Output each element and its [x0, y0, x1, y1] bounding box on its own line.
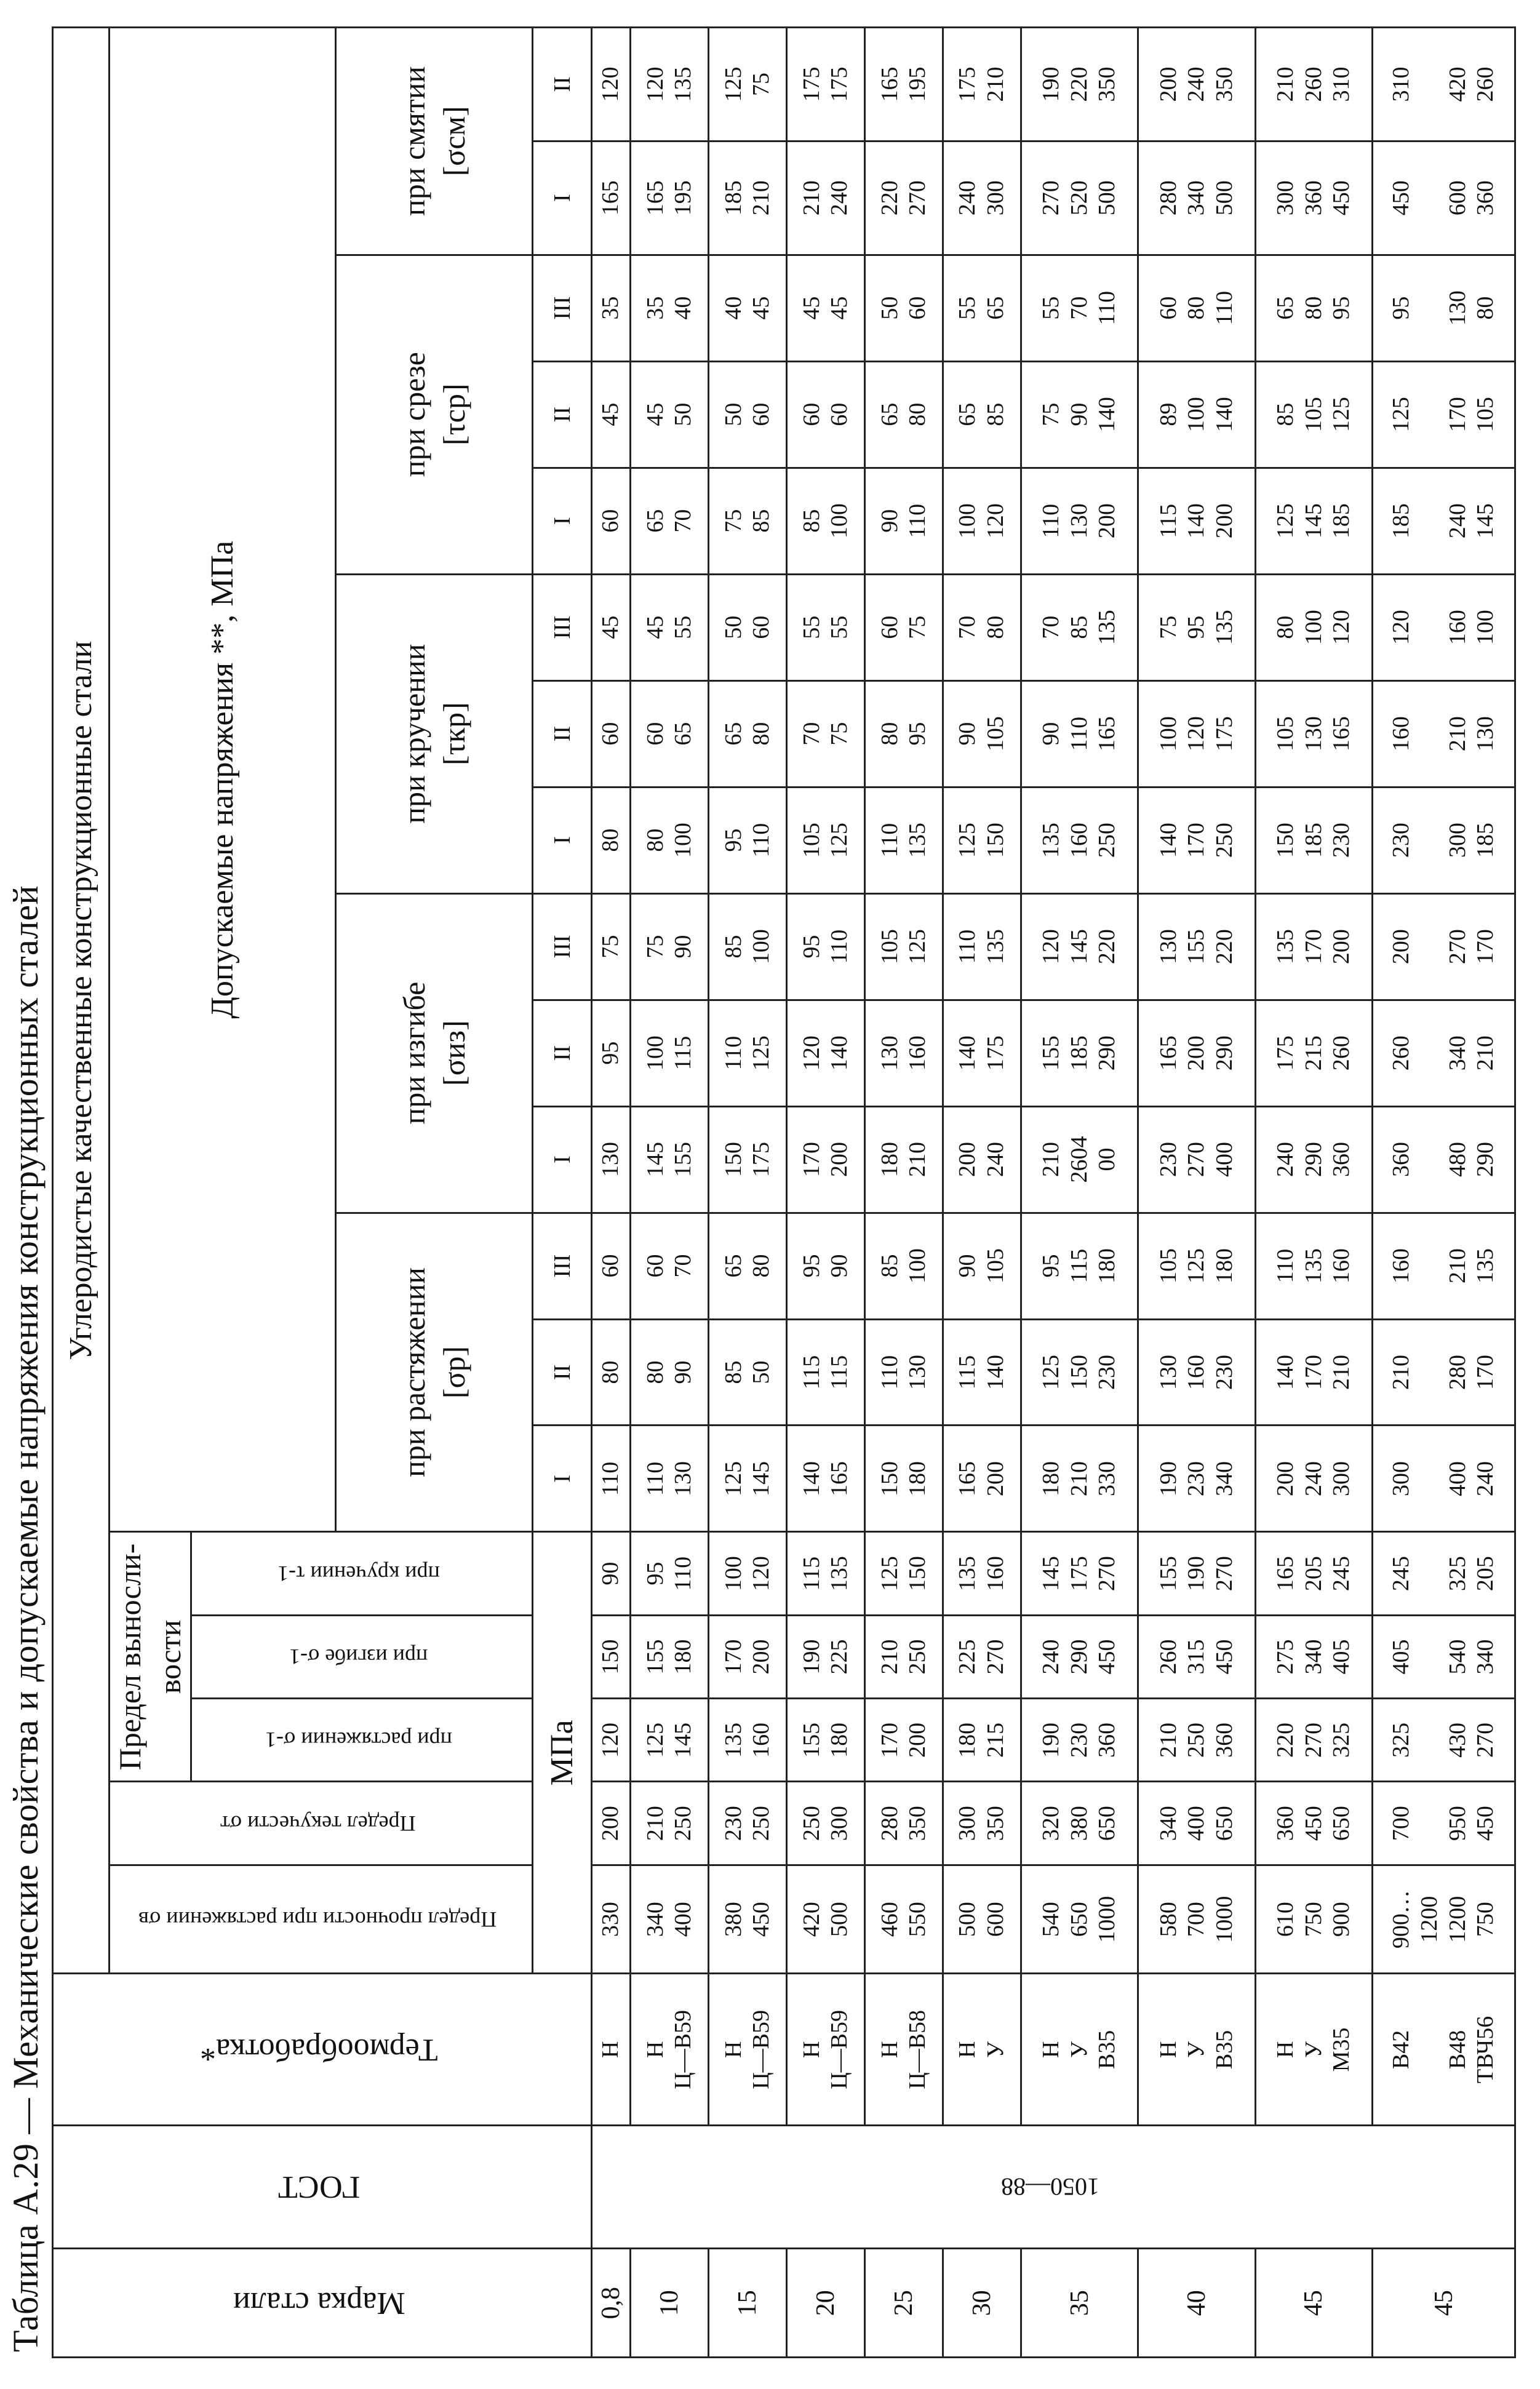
- table-row: [1373, 28, 1515, 2358]
- table-row: [1021, 28, 1138, 2358]
- cell-value: 150 185 230: [1255, 787, 1372, 893]
- cell-value: 80: [592, 787, 631, 893]
- cell-value: 540 650 1000: [1021, 1865, 1138, 1974]
- cell-value: 200: [592, 1782, 631, 1865]
- cell-value: 50 60: [709, 574, 787, 680]
- cell-value: 80: [592, 1319, 631, 1426]
- cell-value: 90 105: [943, 680, 1021, 787]
- cell-value: 160 210 135: [1373, 1213, 1515, 1319]
- roman-label: III: [533, 574, 592, 680]
- cell-value: 135 160: [943, 1532, 1021, 1615]
- cell-value: 240 300: [943, 141, 1021, 255]
- cell-value: 245 325 205: [1373, 1532, 1515, 1615]
- cell-value: 165 205 245: [1255, 1532, 1372, 1615]
- cell-value: 95 130 80: [1373, 255, 1515, 361]
- roman-label: II: [533, 1000, 592, 1106]
- roman-label: II: [533, 361, 592, 468]
- cell-brand: 15: [709, 2249, 787, 2358]
- cell-value: 60 60: [787, 361, 865, 468]
- roman-label: I: [533, 1426, 592, 1532]
- table-row: [787, 28, 865, 2358]
- cell-value: 125 150: [943, 787, 1021, 893]
- cell-value: 190 220 350: [1021, 28, 1138, 142]
- cell-value: 260 315 450: [1138, 1615, 1255, 1698]
- cell-value: 70 80: [943, 574, 1021, 680]
- cell-value: 170 200: [787, 1106, 865, 1213]
- roman-label: II: [533, 28, 592, 142]
- cell-value: 135 170 200: [1255, 893, 1372, 1000]
- cell-value: 80 90: [631, 1319, 709, 1426]
- cell-value: 120: [592, 1699, 631, 1782]
- cell-value: 180 215: [943, 1699, 1021, 1782]
- cell-value: 165 200: [943, 1426, 1021, 1532]
- cell-value: 240 290 360: [1255, 1106, 1372, 1213]
- cell-brand: 25: [865, 2249, 943, 2358]
- cell-value: 75 90 140: [1021, 361, 1138, 468]
- cell-value: 150 175: [709, 1106, 787, 1213]
- cell-value: 95 110: [631, 1532, 709, 1615]
- cell-value: 45: [592, 574, 631, 680]
- cell-treatment: Н: [592, 1974, 631, 2126]
- cell-value: 100 120 175: [1138, 680, 1255, 787]
- roman-label: III: [533, 255, 592, 361]
- cell-value: 150: [592, 1615, 631, 1698]
- cell-value: 100 120: [943, 468, 1021, 574]
- cell-value: 230 250: [709, 1782, 787, 1865]
- cell-value: 210 250 360: [1138, 1699, 1255, 1782]
- cell-value: 65 70: [631, 468, 709, 574]
- table-row: [1255, 28, 1372, 2358]
- cell-value: 150 180: [865, 1426, 943, 1532]
- cell-value: 300 400 240: [1373, 1426, 1515, 1532]
- cell-treatment: В42 В48 ТВЧ56: [1373, 1974, 1515, 2126]
- cell-treatment: Н У: [943, 1974, 1021, 2126]
- cell-value: 190 230 360: [1021, 1699, 1138, 1782]
- cell-value: 300 350: [943, 1782, 1021, 1865]
- cell-value: 95 110: [787, 893, 865, 1000]
- cell-value: 95: [592, 1000, 631, 1106]
- cell-value: 500 600: [943, 1865, 1021, 1974]
- cell-value: 95 115 180: [1021, 1213, 1138, 1319]
- cell-value: 50 60: [865, 255, 943, 361]
- cell-brand: 45: [1255, 2249, 1372, 2358]
- cell-value: 220 270 325: [1255, 1699, 1372, 1782]
- roman-label: III: [533, 893, 592, 1000]
- cell-value: 155 180: [787, 1699, 865, 1782]
- cell-value: 60 75: [865, 574, 943, 680]
- header-end-bend: при изгибе σ-1: [191, 1615, 533, 1698]
- cell-value: 130 155 220: [1138, 893, 1255, 1000]
- cell-value: 55 70 110: [1021, 255, 1138, 361]
- cell-value: 145 155: [631, 1106, 709, 1213]
- cell-value: 230 270 400: [1138, 1106, 1255, 1213]
- cell-value: 60 70: [631, 1213, 709, 1319]
- table-row: [1138, 28, 1255, 2358]
- cell-value: 90: [592, 1532, 631, 1615]
- cell-value: 45: [592, 361, 631, 468]
- cell-value: 125 145 185: [1255, 468, 1372, 574]
- table-row: [943, 28, 1021, 2358]
- cell-value: 70 75: [787, 680, 865, 787]
- cell-value: 360 450 650: [1255, 1782, 1372, 1865]
- steel-properties-table: [52, 26, 1516, 2358]
- cell-value: 125 145: [709, 1426, 787, 1532]
- cell-value: 100 120: [709, 1532, 787, 1615]
- cell-value: 120 135: [631, 28, 709, 142]
- cell-value: 170 200: [709, 1615, 787, 1698]
- cell-value: 115 140 200: [1138, 468, 1255, 574]
- cell-value: 75 95 135: [1138, 574, 1255, 680]
- cell-value: 65 80: [865, 361, 943, 468]
- cell-value: 240 290 450: [1021, 1615, 1138, 1698]
- cell-value: 110 130: [631, 1426, 709, 1532]
- roman-label: II: [533, 680, 592, 787]
- cell-value: 580 700 1000: [1138, 1865, 1255, 1974]
- cell-value: 340 400: [631, 1865, 709, 1974]
- cell-value: 75 85: [709, 468, 787, 574]
- cell-value: 420 500: [787, 1865, 865, 1974]
- cell-value: 220 270: [865, 141, 943, 255]
- cell-value: 125 145: [631, 1699, 709, 1782]
- roman-label: I: [533, 1106, 592, 1213]
- cell-value: 135 160 250: [1021, 787, 1138, 893]
- cell-value: 140 170 250: [1138, 787, 1255, 893]
- header-section: Углеродистые качественные конструкционные стали: [53, 28, 110, 1974]
- cell-treatment: Н Ц—В59: [709, 1974, 787, 2126]
- cell-value: 225 270: [943, 1615, 1021, 1698]
- cell-value: 60: [592, 468, 631, 574]
- cell-value: 140 175: [943, 1000, 1021, 1106]
- cell-value: 175 175: [787, 28, 865, 142]
- header-group-bend: при изгибе [σиз]: [336, 893, 533, 1213]
- cell-value: 90 110 165: [1021, 680, 1138, 787]
- cell-value: 110 135: [865, 787, 943, 893]
- cell-value: 180 210: [865, 1106, 943, 1213]
- header-group-torsion: при кручении [τкр]: [336, 574, 533, 893]
- header-group-crush: при смятии [σсм]: [336, 28, 533, 255]
- cell-value: 60: [592, 680, 631, 787]
- cell-value: 325 430 270: [1373, 1699, 1515, 1782]
- cell-value: 35 40: [631, 255, 709, 361]
- cell-value: 125 170 105: [1373, 361, 1515, 468]
- cell-value: 210 250: [631, 1782, 709, 1865]
- cell-treatment: Н Ц—В58: [865, 1974, 943, 2126]
- cell-value: 340 400 650: [1138, 1782, 1255, 1865]
- cell-value: 260 340 210: [1373, 1000, 1515, 1106]
- cell-value: 115 115: [787, 1319, 865, 1426]
- cell-value: 145 175 270: [1021, 1532, 1138, 1615]
- cell-value: 900… 1200 1200 750: [1373, 1865, 1515, 1974]
- cell-value: 89 100 140: [1138, 361, 1255, 468]
- cell-value: 75 90: [631, 893, 709, 1000]
- cell-value: 175 210: [943, 28, 1021, 142]
- cell-value: 85 100: [787, 468, 865, 574]
- cell-value: 230 300 185: [1373, 787, 1515, 893]
- cell-value: 105 125: [865, 893, 943, 1000]
- cell-value: 125 75: [709, 28, 787, 142]
- cell-value: 115 135: [787, 1532, 865, 1615]
- cell-value: 700 950 450: [1373, 1782, 1515, 1865]
- cell-value: 85 105 125: [1255, 361, 1372, 468]
- cell-value: 210 2604 00: [1021, 1106, 1138, 1213]
- cell-value: 120 140: [787, 1000, 865, 1106]
- cell-value: 140 165: [787, 1426, 865, 1532]
- cell-value: 610 750 900: [1255, 1865, 1372, 1974]
- cell-value: 130 160: [865, 1000, 943, 1106]
- cell-value: 110 130 200: [1021, 468, 1138, 574]
- cell-value: 65 85: [943, 361, 1021, 468]
- cell-value: 190 225: [787, 1615, 865, 1698]
- cell-value: 460 550: [865, 1865, 943, 1974]
- cell-value: 45 50: [631, 361, 709, 468]
- header-brand: Марка стали: [53, 2249, 592, 2358]
- roman-label: I: [533, 141, 592, 255]
- table-row: [865, 28, 943, 2358]
- cell-value: 100 115: [631, 1000, 709, 1106]
- header-gost: ГОСТ: [53, 2126, 592, 2249]
- cell-value: 80 100: [631, 787, 709, 893]
- cell-value: 90 105: [943, 1213, 1021, 1319]
- cell-value: 210 260 310: [1255, 28, 1372, 142]
- cell-value: 155 190 270: [1138, 1532, 1255, 1615]
- cell-value: 250 300: [787, 1782, 865, 1865]
- cell-value: 180 210 330: [1021, 1426, 1138, 1532]
- cell-brand: 10: [631, 2249, 709, 2358]
- cell-value: 190 230 340: [1138, 1426, 1255, 1532]
- cell-value: 360 480 290: [1373, 1106, 1515, 1213]
- cell-value: 130 160 230: [1138, 1319, 1255, 1426]
- cell-value: 160 210 130: [1373, 680, 1515, 787]
- cell-brand: 30: [943, 2249, 1021, 2358]
- cell-value: 50 60: [709, 361, 787, 468]
- cell-value: 300 360 450: [1255, 141, 1372, 255]
- cell-value: 125 150: [865, 1532, 943, 1615]
- cell-value: 95 90: [787, 1213, 865, 1319]
- cell-value: 105 125 180: [1138, 1213, 1255, 1319]
- table-caption: Таблица А.29 — Механические свойства и допускаемые напряжения конструкционных сталей: [6, 885, 46, 2352]
- cell-value: 200 240 350: [1138, 28, 1255, 142]
- header-allowable: Допускаемые напряжения **, МПа: [110, 28, 336, 1532]
- cell-value: 165 200 290: [1138, 1000, 1255, 1106]
- cell-value: 55 65: [943, 255, 1021, 361]
- cell-value: 40 45: [709, 255, 787, 361]
- cell-value: 405 540 340: [1373, 1615, 1515, 1698]
- cell-value: 200 240: [943, 1106, 1021, 1213]
- cell-brand: 0,8: [592, 2249, 631, 2358]
- cell-value: 80 95: [865, 680, 943, 787]
- cell-value: 65 80: [709, 680, 787, 787]
- cell-value: 95 110: [709, 787, 787, 893]
- header-endurance: Предел выносли-вости: [110, 1532, 191, 1782]
- roman-label: I: [533, 787, 592, 893]
- cell-value: 210 280 170: [1373, 1319, 1515, 1426]
- cell-value: 125 150 230: [1021, 1319, 1138, 1426]
- cell-value: 85 50: [709, 1319, 787, 1426]
- cell-treatment: Н Ц—В59: [631, 1974, 709, 2126]
- cell-brand: 35: [1021, 2249, 1138, 2358]
- cell-value: 200 240 300: [1255, 1426, 1372, 1532]
- header-end-tension: при растяжении σ-1: [191, 1699, 533, 1782]
- cell-value: 120: [592, 28, 631, 142]
- cell-value: 270 520 500: [1021, 141, 1138, 255]
- cell-brand: 45: [1373, 2249, 1515, 2358]
- cell-gost: 1050—88: [592, 2126, 1515, 2249]
- cell-value: 110 130: [865, 1319, 943, 1426]
- cell-value: 210 240: [787, 141, 865, 255]
- cell-value: 175 215 260: [1255, 1000, 1372, 1106]
- cell-value: 115 140: [943, 1319, 1021, 1426]
- table-row: [592, 28, 631, 2358]
- cell-treatment: Н У В35: [1138, 1974, 1255, 2126]
- cell-value: 320 380 650: [1021, 1782, 1138, 1865]
- header-group-shear: при срезе [τср]: [336, 255, 533, 574]
- cell-value: 310 420 260: [1373, 28, 1515, 142]
- cell-value: 165 195: [631, 141, 709, 255]
- cell-value: 210 250: [865, 1615, 943, 1698]
- cell-value: 60 80 110: [1138, 255, 1255, 361]
- cell-value: 155 185 290: [1021, 1000, 1138, 1106]
- header-end-torsion: при кручении τ-1: [191, 1532, 533, 1615]
- cell-value: 120 145 220: [1021, 893, 1138, 1000]
- cell-value: 65 80: [709, 1213, 787, 1319]
- header-group-tension: при растяжении [σр]: [336, 1213, 533, 1532]
- cell-value: 105 125: [787, 787, 865, 893]
- cell-value: 135 160: [709, 1699, 787, 1782]
- cell-brand: 20: [787, 2249, 865, 2358]
- table-body: [592, 28, 1515, 2358]
- cell-value: 90 110: [865, 468, 943, 574]
- cell-treatment: Н У М35: [1255, 1974, 1372, 2126]
- cell-value: 110 135: [943, 893, 1021, 1000]
- cell-value: 110 135 160: [1255, 1213, 1372, 1319]
- cell-value: 120 160 100: [1373, 574, 1515, 680]
- cell-value: 70 85 135: [1021, 574, 1138, 680]
- cell-value: 165 195: [865, 28, 943, 142]
- cell-value: 60: [592, 1213, 631, 1319]
- cell-value: 155 180: [631, 1615, 709, 1698]
- table-row: [709, 28, 787, 2358]
- cell-value: 35: [592, 255, 631, 361]
- cell-value: 275 340 405: [1255, 1615, 1372, 1698]
- cell-value: 280 340 500: [1138, 141, 1255, 255]
- cell-value: 80 100 120: [1255, 574, 1372, 680]
- cell-value: 55 55: [787, 574, 865, 680]
- cell-value: 330: [592, 1865, 631, 1974]
- header-treatment: Термообработка*: [53, 1974, 592, 2126]
- header-sigma-t: Предел текучести σт: [110, 1782, 533, 1865]
- cell-value: 105 130 165: [1255, 680, 1372, 787]
- cell-value: 165: [592, 141, 631, 255]
- cell-value: 45 45: [787, 255, 865, 361]
- roman-label: I: [533, 468, 592, 574]
- cell-value: 140 170 210: [1255, 1319, 1372, 1426]
- header-unit: МПа: [533, 1532, 592, 1974]
- cell-value: 45 55: [631, 574, 709, 680]
- cell-value: 185 240 145: [1373, 468, 1515, 574]
- cell-brand: 40: [1138, 2249, 1255, 2358]
- cell-value: 170 200: [865, 1699, 943, 1782]
- cell-value: 450 600 360: [1373, 141, 1515, 255]
- header-sigma-b: Предел прочности при растяжении σв: [110, 1865, 533, 1974]
- cell-value: 110 125: [709, 1000, 787, 1106]
- cell-value: 200 270 170: [1373, 893, 1515, 1000]
- cell-value: 380 450: [709, 1865, 787, 1974]
- cell-value: 75: [592, 893, 631, 1000]
- roman-label: III: [533, 1213, 592, 1319]
- cell-value: 130: [592, 1106, 631, 1213]
- table-row: [631, 28, 709, 2358]
- cell-treatment: Н Ц—В59: [787, 1974, 865, 2126]
- cell-value: 60 65: [631, 680, 709, 787]
- cell-value: 85 100: [865, 1213, 943, 1319]
- roman-label: II: [533, 1319, 592, 1426]
- cell-treatment: Н У В35: [1021, 1974, 1138, 2126]
- cell-value: 185 210: [709, 141, 787, 255]
- cell-value: 85 100: [709, 893, 787, 1000]
- cell-value: 280 350: [865, 1782, 943, 1865]
- cell-value: 65 80 95: [1255, 255, 1372, 361]
- cell-value: 110: [592, 1426, 631, 1532]
